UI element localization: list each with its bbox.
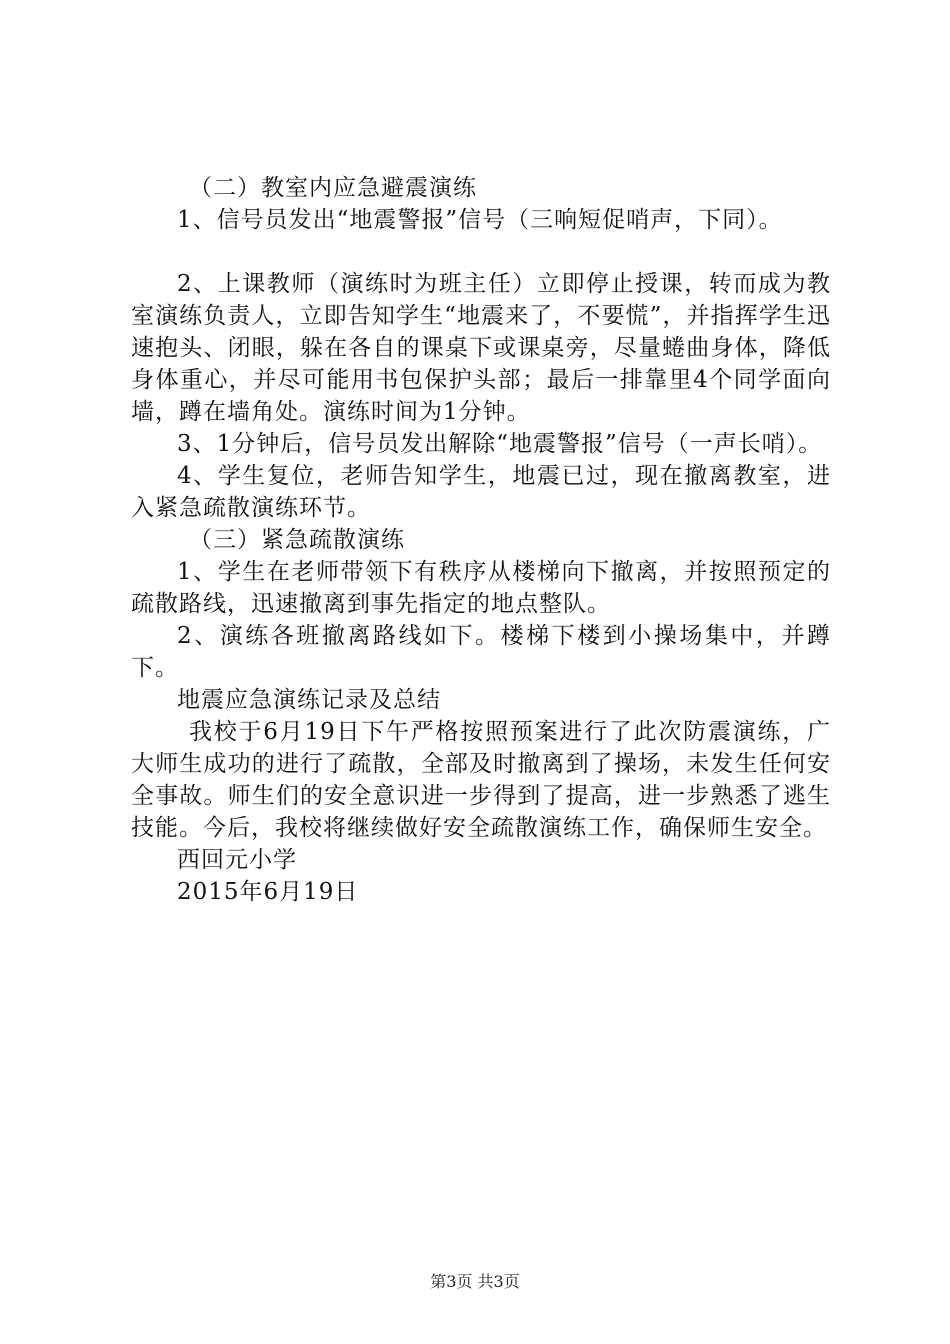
- signature-school: 西回元小学: [177, 847, 297, 873]
- paragraph-step-4: 4、学生复位，老师告知学生，地震已过，现在撤离教室，进入紧急疏散演练环节。: [131, 463, 831, 521]
- page-footer: 第3页 共3页: [430, 1272, 520, 1291]
- paragraph-step-3: 3、1分钟后，信号员发出解除“地震警报”信号（一声长哨）。: [177, 431, 823, 457]
- section-heading-classroom-drill: （二）教室内应急避震演练: [189, 175, 477, 201]
- paragraph-evacuation-1: 1、学生在老师带领下有秩序从楼梯向下撤离，并按照预定的疏散路线，迅速撤离到事先指定的地点整队。: [131, 559, 831, 617]
- summary-paragraph: 我校于6月19日下午严格按照预案进行了此次防震演练，广大师生成功的进行了疏散，全部及时撤离到了操场，未发生任何安全事故。师生们的安全意识进一步得到了提高，进一步熟悉了逃生技能。今后，我校将继续做好安全疏散演练工作，确保师生安全。: [131, 719, 831, 841]
- paragraph-step-2: 2、上课教师（演练时为班主任）立即停止授课，转而成为教室演练负责人，立即告知学生“地震来了，不要慌”，并指挥学生迅速抱头、闭眼，躲在各自的课桌下或课桌旁，尽量蜷曲身体，降低身体重心，并尽可能用书包保护头部；最后一排靠里4个同学面向墙，蹲在墙角处。演练时间为1分钟。: [131, 271, 831, 425]
- document-body: [131, 172, 831, 908]
- paragraph-evacuation-2: 2、演练各班撤离路线如下。楼梯下楼到小操场集中，并蹲下。: [131, 623, 831, 681]
- signature-date: 2015年6月19日: [177, 879, 359, 905]
- section-heading-evacuation-drill: （三）紧急疏散演练: [189, 527, 405, 553]
- summary-heading: 地震应急演练记录及总结: [177, 687, 441, 713]
- paragraph-step-1: 1、信号员发出“地震警报”信号（三响短促哨声，下同）。: [177, 207, 783, 233]
